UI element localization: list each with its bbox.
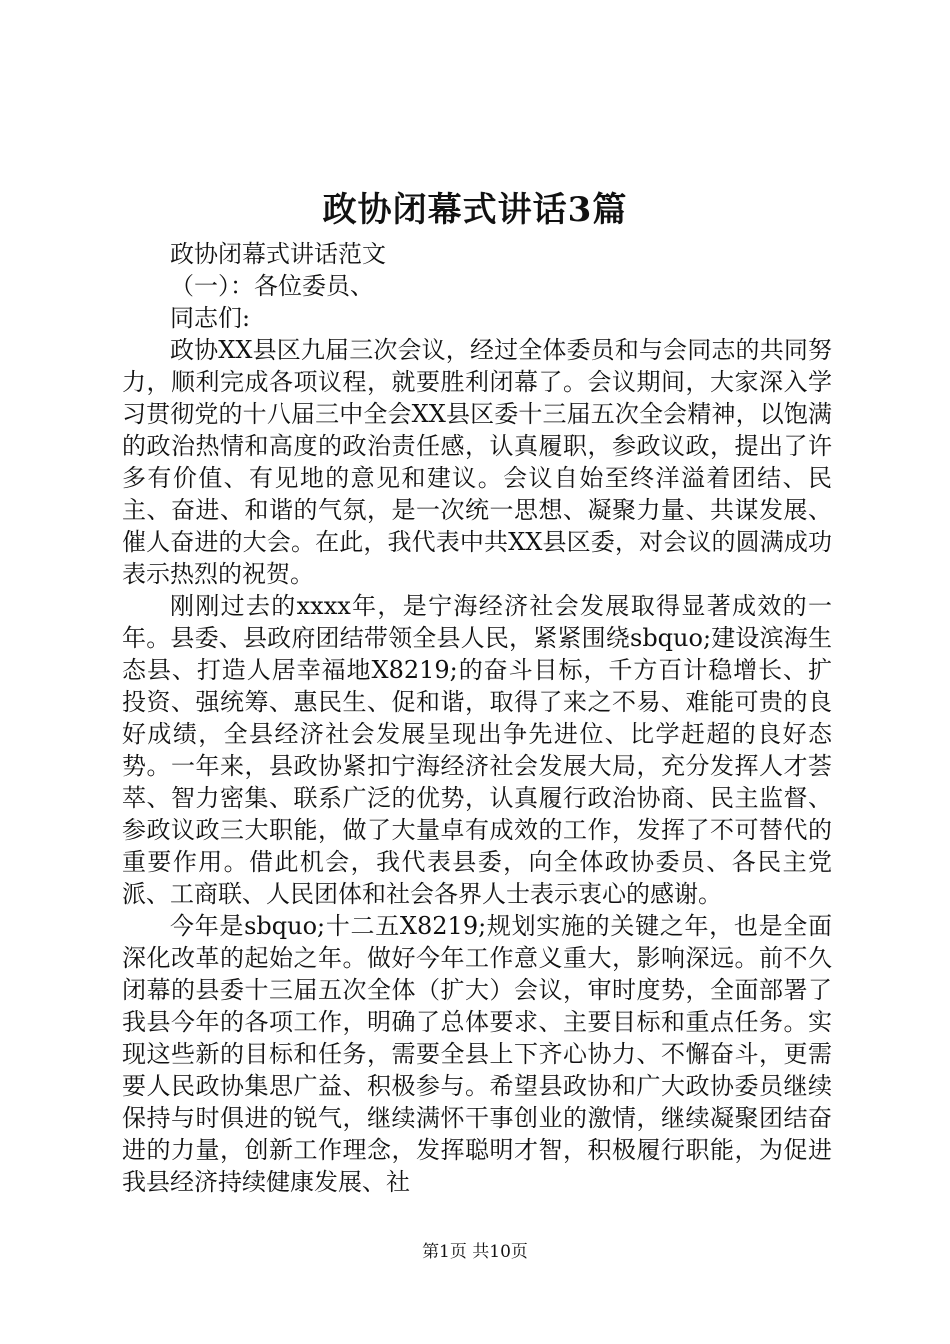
paragraph-body-2: 刚刚过去的xxxx年，是宁海经济社会发展取得显著成效的一年。县委、县政府团结带领全县人民，紧紧围绕sbquo;建设滨海生态县、打造人居幸福地X8219;的奋斗目标，千方百计稳增长、扩投资、强统筹、惠民生、促和谐，取得了来之不易、难能可贵的良好成绩，全县经济社会发展呈现出争先进位、比学赶超的良好态势。一年来，县政协紧扣宁海经济社会发展大局，充分发挥人才荟萃、智力密集、联系广泛的优势，认真履行政治协商、民主监督、参政议政三大职能，做了大量卓有成效的工作，发挥了不可替代的重要作用。借此机会，我代表县委，向全体政协委员、各民主党派、工商联、人民团体和社会各界人士表示衷心的感谢。 bbox=[122, 592, 832, 908]
document-title: 政协闭幕式讲话3篇 bbox=[322, 190, 628, 230]
page-footer: 第1页 共10页 bbox=[422, 1242, 528, 1262]
paragraph-subtitle: 政协闭幕式讲话范文 bbox=[170, 240, 386, 268]
paragraph-salutation-2: 同志们: bbox=[170, 304, 251, 332]
paragraph-body-3: 今年是sbquo;十二五X8219;规划实施的关键之年，也是全面深化改革的起始之年。做好今年工作意义重大，影响深远。前不久闭幕的县委十三届五次全体（扩大）会议，审时度势，全面部署了我县今年的各项工作，明确了总体要求、主要目标和重点任务。实现这些新的目标和任务，需要全县上下齐心协力、不懈奋斗，更需要人民政协集思广益、积极参与。希望县政协和广大政协委员继续保持与时俱进的锐气，继续满怀干事创业的激情，继续凝聚团结奋进的力量，创新工作理念，发挥聪明才智，积极履行职能，为促进我县经济持续健康发展、社 bbox=[122, 912, 832, 1196]
paragraph-body-1: 政协XX县区九届三次会议，经过全体委员和与会同志的共同努力，顺利完成各项议程，就要胜利闭幕了。会议期间，大家深入学习贯彻党的十八届三中全会XX县区委十三届五次全会精神，以饱满的政治热情和高度的政治责任感，认真履职，参政议政，提出了许多有价值、有见地的意见和建议。会议自始至终洋溢着团结、民主、奋进、和谐的气氛，是一次统一思想、凝聚力量、共谋发展、催人奋进的大会。在此，我代表中共XX县区委，对会议的圆满成功表示热烈的祝贺。 bbox=[122, 336, 832, 588]
paragraph-salutation-1: （一）：各位委员、 bbox=[170, 272, 374, 300]
document-body bbox=[122, 238, 832, 1198]
